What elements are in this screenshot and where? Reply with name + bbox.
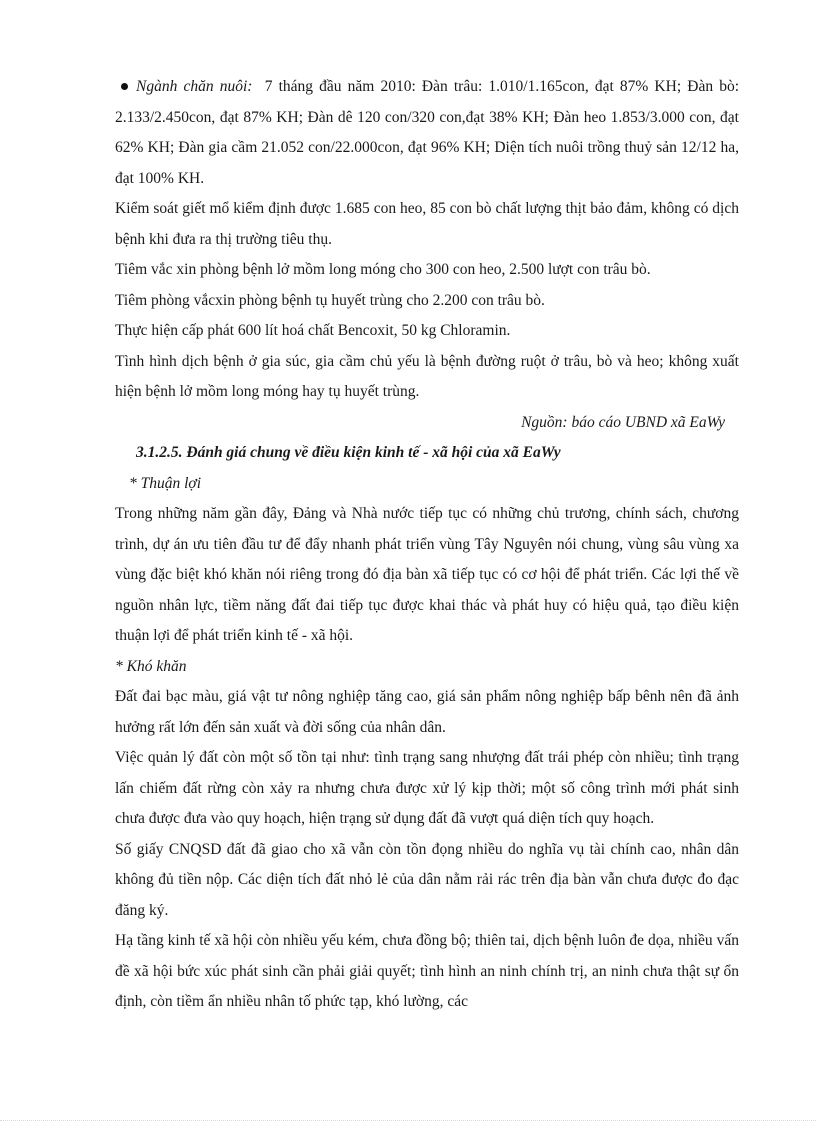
paragraph-chemical-distribution: Thực hiện cấp phát 600 lít hoá chất Bencoxit, 50 kg Chloramin. (115, 322, 511, 339)
difficulties-paragraph-land-management: Việc quản lý đất còn một số tồn tại như: tình trạng sang nhượng đất trái phép còn nhiều; tình trạng lấn chiếm đất rừng còn xảy ra nhưng chưa được xử lý kịp thời; một số công trình mới phát sinh chưa được đưa vào quy hoạch, hiện trạng sử dụng đất đã vượt quá diện tích quy hoạch. (115, 749, 739, 827)
page-bottom-border (0, 1120, 816, 1121)
source-citation: Nguồn: báo cáo UBND xã EaWy (521, 413, 725, 431)
section-heading: 3.1.2.5. Đánh giá chung về điều kiện kinh tế - xã hội của xã EaWy (136, 444, 561, 461)
paragraph-disease-situation: Tình hình dịch bệnh ở gia súc, gia cầm chủ yếu là bệnh đường ruột ở trâu, bò và heo; không xuất hiện bệnh lở mồm long móng hay tụ huyết trùng. (115, 352, 739, 400)
advantages-heading: * Thuận lợi (129, 474, 202, 492)
paragraph-fmd-vaccination: Tiêm vắc xin phòng bệnh lở mồm long móng cho 300 con heo, 2.500 lượt con trâu bò. (115, 261, 651, 278)
document-page (115, 72, 739, 1018)
paragraph-slaughter-control: Kiểm soát giết mổ kiểm định được 1.685 con heo, 85 con bò chất lượng thịt bảo đảm, không có dịch bệnh khi đưa ra thị trường tiêu thụ. (115, 200, 739, 248)
advantages-paragraph: Trong những năm gần đây, Đảng và Nhà nước tiếp tục có những chủ trương, chính sách, chương trình, dự án ưu tiên đầu tư để đẩy nhanh phát triển vùng Tây Nguyên nói chung, vùng sâu vùng xa vùng đặc biệt khó khăn nói riêng trong đó địa bàn xã tiếp tục có cơ hội để phát triển. Các lợi thế về nguồn nhân lực, tiềm năng đất đai tiếp tục được khai thác và phát huy có hiệu quả, tạo điều kiện thuận lợi để phát triển kinh tế - xã hội. (115, 505, 739, 644)
paragraph-hs-vaccination: Tiêm phòng vắcxin phòng bệnh tụ huyết trùng cho 2.200 con trâu bò. (115, 291, 545, 309)
livestock-text: 7 tháng đầu năm 2010: Đàn trâu: 1.010/1.165con, đạt 87% KH; Đàn bò: 2.133/2.450con, đạt 87% KH; Đàn dê 120 con/320 con,đạt 38% KH; Đàn heo 1.853/3.000 con, đạt 62% KH; Đàn gia cầm 21.052 con/22.000con, đạt 96% KH; Diện tích nuôi trồng thuỷ sản 12/12 ha, đạt 100% KH. (115, 78, 740, 187)
difficulties-heading: * Khó khăn (115, 657, 187, 675)
bullet-dot-icon (121, 83, 128, 90)
difficulties-paragraph-infrastructure: Hạ tầng kinh tế xã hội còn nhiều yếu kém, chưa đồng bộ; thiên tai, dịch bệnh luôn đe dọa, nhiều vấn đề xã hội bức xúc phát sinh cần phải giải quyết; tình hình an ninh chính trị, an ninh chưa thật sự ổn định, còn tiềm ẩn nhiều nhân tố phức tạp, khó lường, các (115, 932, 739, 1010)
difficulties-paragraph-soil: Đất đai bạc màu, giá vật tư nông nghiệp tăng cao, giá sản phẩm nông nghiệp bấp bênh nên đã ảnh hưởng rất lớn đến sản xuất và đời sống của nhân dân. (115, 688, 739, 736)
livestock-label: Ngành chăn nuôi: (136, 78, 253, 95)
livestock-paragraph (115, 72, 739, 194)
difficulties-paragraph-certificates: Số giấy CNQSD đất đã giao cho xã vẫn còn tồn đọng nhiều do nghĩa vụ tài chính cao, nhân dân không đủ tiền nộp. Các diện tích đất nhỏ lẻ của dân nằm rải rác trên địa bàn vẫn chưa được đo đạc đăng ký. (115, 840, 739, 919)
